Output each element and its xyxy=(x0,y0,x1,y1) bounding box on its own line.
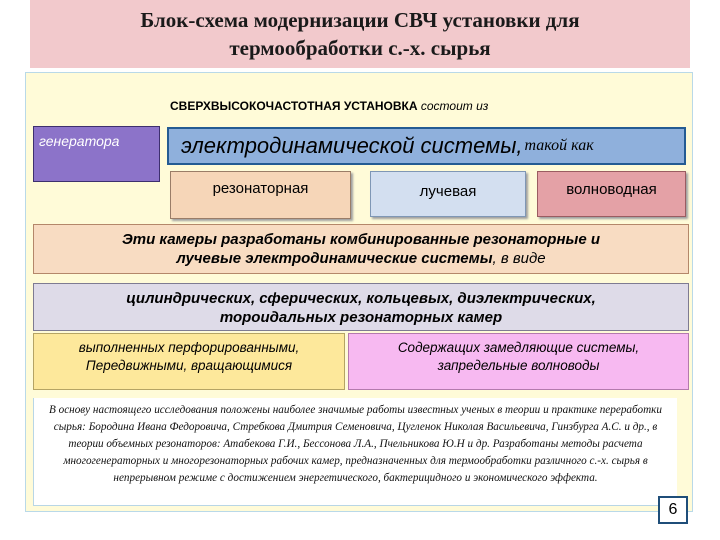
chamber-execution-line1: выполненных перфорированными, xyxy=(78,340,300,355)
waveguide-type-box: волноводная xyxy=(537,171,686,217)
page-title: Блок-схема модернизации СВЧ установки для термообработки с.-х. сырья xyxy=(140,8,580,60)
combined-systems-part1: Эти камеры разработаны комбинированные резонаторные и xyxy=(121,231,601,248)
generator-box: генератора xyxy=(33,126,160,182)
resonator-type-box: резонаторная xyxy=(170,171,351,219)
chamber-shapes-line2: тороидальных резонаторных камер xyxy=(219,309,503,326)
diagram-heading xyxy=(170,99,488,113)
eds-tail-label: такой как xyxy=(524,137,594,154)
slow-wave-line1: Содержащих замедляющие системы, xyxy=(397,340,640,355)
combined-systems-box xyxy=(33,224,689,274)
heading-rest: состоит из xyxy=(417,99,489,113)
ray-type-box: лучевая xyxy=(370,171,526,217)
page-number: 6 xyxy=(658,496,688,524)
slow-wave-systems-box xyxy=(348,333,689,390)
electrodynamic-system-box xyxy=(167,127,686,165)
chamber-shapes-line1: цилиндрических, сферических, кольцевых, диэлектрических, xyxy=(126,290,596,307)
research-basis-paragraph: В основу настоящего исследования положены наиболее значимые работы известных ученых в теории и практике переработки сырья: Бородина Ивана Федоровича, Стребкова Дмитрия Семеновича, Цугленок Николая Васильевича, Гинзбурга А.С. и др., в теории объемных резонаторов: Атабекова Г.И., Бессонова Л.А., Пчельникова Ю.Н и др. Разработаны методы расчета многогенераторных и многорезонаторных рабочих камер, предназначенных для термообработки различного с.-х. сырья в непрерывном режиме с достижением энергетического, бактерицидного и экономического эффекта. xyxy=(33,398,677,506)
eds-main-label: электродинамической системы, xyxy=(181,133,523,158)
combined-systems-part3: , в виде xyxy=(492,250,546,267)
title-banner xyxy=(30,0,690,68)
slow-wave-line2: запредельные волноводы xyxy=(437,358,600,373)
chamber-execution-box xyxy=(33,333,345,390)
chamber-shapes-box xyxy=(33,283,689,331)
combined-systems-part2: лучевые электродинамические системы xyxy=(176,250,493,267)
heading-caps: СВЕРХВЫСОКОЧАСТОТНАЯ УСТАНОВКА xyxy=(170,99,418,113)
chamber-execution-line2: Передвижными, вращающимися xyxy=(85,358,293,373)
